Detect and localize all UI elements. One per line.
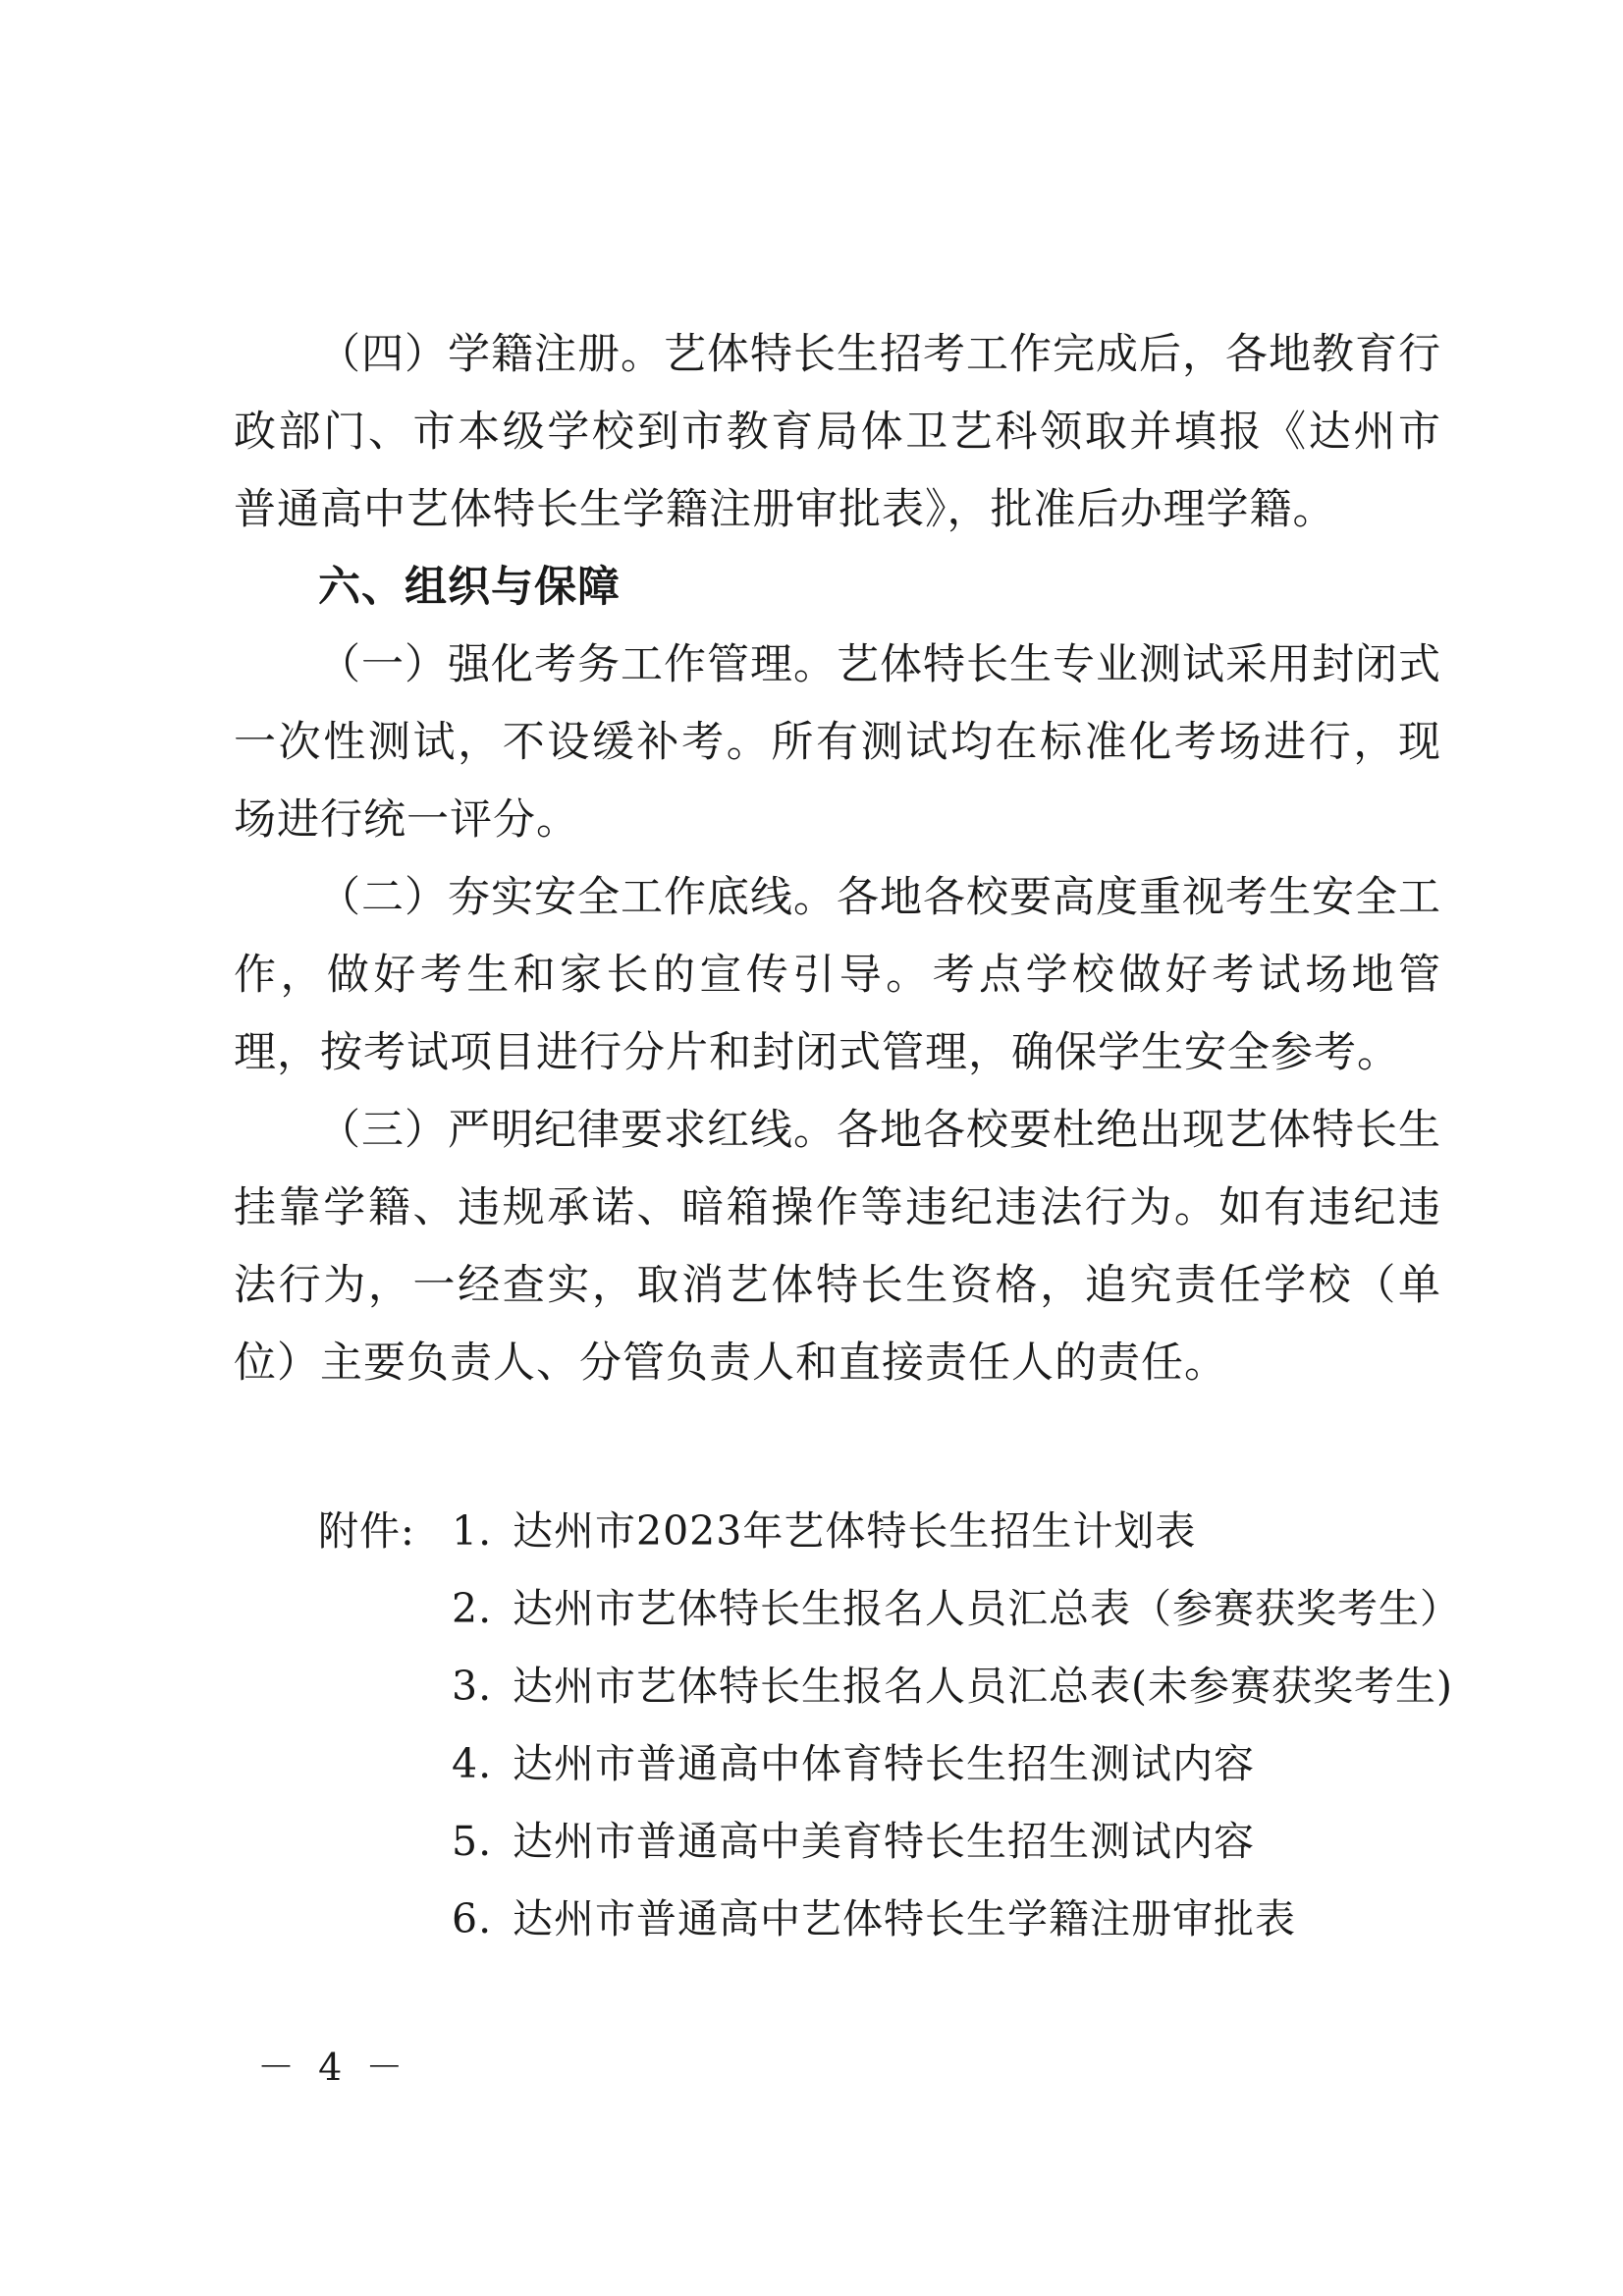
attachment-title: 达州市2023年艺体特长生招生计划表 (513, 1507, 1197, 1555)
attachment-title: 达州市艺体特长生报名人员汇总表(未参赛获奖考生) (513, 1663, 1453, 1710)
attachment-number: 1. (452, 1507, 493, 1555)
attachments-list (318, 1493, 1467, 1958)
attachment-item (318, 1648, 1467, 1725)
attachment-item (318, 1493, 1467, 1570)
attachment-item (318, 1803, 1467, 1881)
paragraph-safety: （二）夯实安全工作底线。各地各校要高度重视考生安全工作，做好考生和家长的宣传引导。考点学校做好考试场地管理，按考试项目进行分片和封闭式管理，确保学生安全参考。 (234, 873, 1441, 1077)
page-number: － 4 － (257, 2046, 409, 2089)
attachment-title: 达州市艺体特长生报名人员汇总表（参赛获奖考生） (513, 1585, 1461, 1632)
attachment-item (318, 1881, 1467, 1958)
paragraph-exam-management: （一）强化考务工作管理。艺体特长生专业测试采用封闭式一次性测试，不设缓补考。所有测试均在标准化考场进行，现场进行统一评分。 (234, 640, 1441, 845)
body-text (234, 316, 1441, 1402)
attachment-title: 达州市普通高中艺体特长生学籍注册审批表 (513, 1895, 1296, 1942)
paragraph-student-registration: （四）学籍注册。艺体特长生招考工作完成后，各地教育行政部门、市本级学校到市教育局体卫艺科领取并填报《达州市普通高中艺体特长生学籍注册审批表》，批准后办理学籍。 (234, 330, 1441, 534)
attachment-number: 3. (452, 1663, 493, 1710)
attachment-number: 4. (452, 1740, 493, 1787)
paragraph-discipline: （三）严明纪律要求红线。各地各校要杜绝出现艺体特长生挂靠学籍、违规承诺、暗箱操作等违纪违法行为。如有违纪违法行为，一经查实，取消艺体特长生资格，追究责任学校（单位）主要负责人、分管负责人和直接责任人的责任。 (234, 1106, 1441, 1388)
attachments-label: 附件: (318, 1507, 415, 1555)
attachment-title: 达州市普通高中体育特长生招生测试内容 (513, 1740, 1255, 1787)
attachment-number: 6. (452, 1895, 493, 1942)
attachment-title: 达州市普通高中美育特长生招生测试内容 (513, 1818, 1255, 1865)
attachment-number: 2. (452, 1585, 493, 1632)
attachment-item (318, 1570, 1467, 1648)
attachment-number: 5. (452, 1818, 493, 1865)
section-heading-organization: 六、组织与保障 (318, 563, 621, 612)
attachment-item (318, 1725, 1467, 1803)
